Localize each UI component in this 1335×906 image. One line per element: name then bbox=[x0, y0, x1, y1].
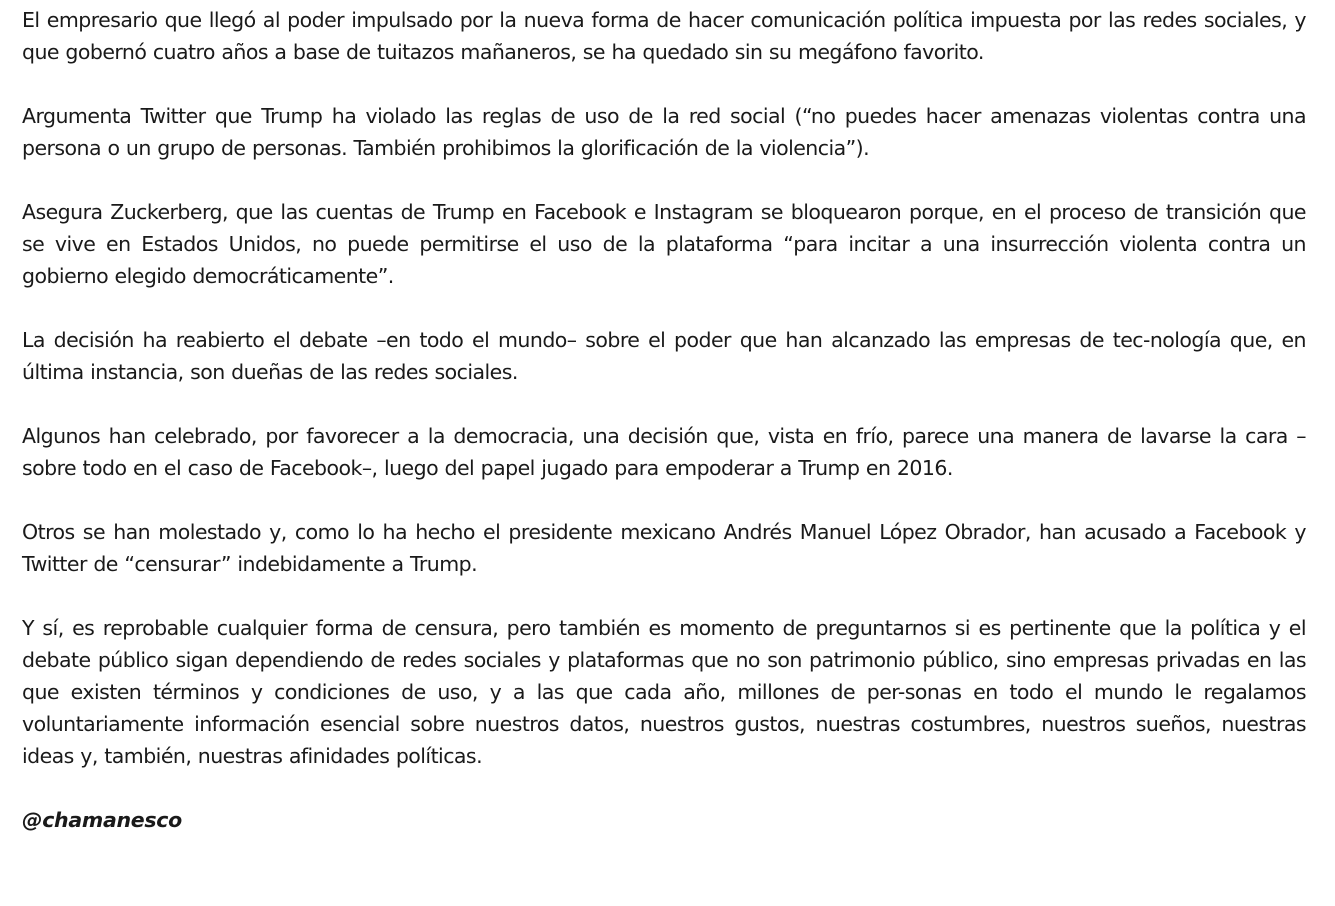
paragraph-3: Asegura Zuckerberg, que las cuentas de Trump en Facebook e Instagram se bloquearon porque, en el proceso de transición que se vive en Estados Unidos, no puede permitirse el uso de la plataforma “para incitar a una insurrección violenta contra un gobierno elegido democráticamente”. bbox=[22, 200, 1306, 288]
paragraph-2: Argumenta Twitter que Trump ha violado las reglas de uso de la red social (“no puedes hacer amenazas violentas contra una persona o un grupo de personas. También prohibimos la glorificación de la violencia”). bbox=[22, 104, 1306, 160]
paragraph-6: Otros se han molestado y, como lo ha hecho el presidente mexicano Andrés Manuel López Obrador, han acusado a Facebook y Twitter de “censurar” indebidamente a Trump. bbox=[22, 520, 1306, 576]
paragraph-4: La decisión ha reabierto el debate –en todo el mundo– sobre el poder que han alcanzado las empresas de tec-nología que, en última instancia, son dueñas de las redes sociales. bbox=[22, 328, 1306, 384]
paragraph-1: El empresario que llegó al poder impulsado por la nueva forma de hacer comunicación política impuesta por las redes sociales, y que gobernó cuatro años a base de tuitazos mañaneros, se ha quedado sin su megáfono favorito. bbox=[22, 8, 1306, 64]
article-body bbox=[22, 4, 1306, 836]
paragraph-7: Y sí, es reprobable cualquier forma de censura, pero también es momento de preguntarnos si es pertinente que la política y el debate público sigan dependiendo de redes sociales y plataformas que no son patrimonio público, sino empresas privadas en las que existen términos y condiciones de uso, y a las que cada año, millones de per-sonas en todo el mundo le regalamos voluntariamente información esencial sobre nuestros datos, nuestros gustos, nuestras costumbres, nuestros sueños, nuestras ideas y, también, nuestras afinidades políticas. bbox=[22, 616, 1306, 768]
author-signature: @chamanesco bbox=[22, 808, 182, 832]
paragraph-5: Algunos han celebrado, por favorecer a la democracia, una decisión que, vista en frío, parece una manera de lavarse la cara –sobre todo en el caso de Facebook–, luego del papel jugado para empoderar a Trump en 2016. bbox=[22, 424, 1306, 480]
